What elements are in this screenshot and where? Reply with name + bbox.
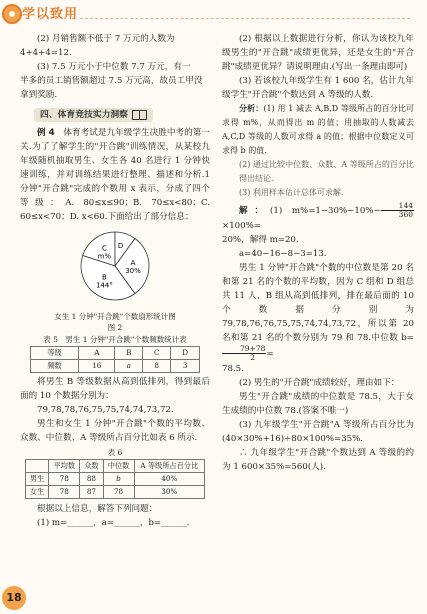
table-header-cell: C	[143, 347, 171, 360]
section-title: 四、体育竞技实力洞察	[40, 110, 128, 120]
fraction	[381, 202, 414, 219]
fraction-denominator: 360	[398, 210, 413, 219]
example-paragraph	[20, 126, 210, 224]
table-cell: 女生	[26, 486, 49, 499]
solution-text: =	[266, 349, 274, 359]
answer-line: (2) 月销售额不低于 7 万元的人数为	[37, 34, 175, 44]
question-3: (3) 若该校九年级学生有 1 600 名，估计九年级学生"开合跳"个数达到 A 等级的人数.	[222, 76, 414, 100]
header-divider	[80, 18, 410, 19]
pie-figure	[20, 226, 210, 311]
solution-text: 男生 1 分钟"开合跳"个数的中位数是第 20 名和第 21 名的个数的平均数，因为 C 组和 D 组总共 11 人，B 组从高到低排列，排在最后面的 10 个数据分别为 79,78,76,76,75,75,74,74,73,72，所以第 20 名和第 21 名的个数分别为 79 和 78.中位数 b=	[222, 263, 414, 343]
table-cell: 16	[79, 360, 115, 373]
solution-line: 男生"开合跳"成绩的中位数是 78.5，大于女生成绩的中位数 78.(答案不唯一)	[222, 392, 414, 416]
pie-chart	[55, 226, 175, 306]
figure-label: 图 2	[107, 323, 123, 332]
question-2: (2) 根据以上数据进行分析，你认为该校九年级男生的"开合跳"成绩更优异，还是女生的"开合跳"成绩更优异？请说明理由.(写出一条理由即可)	[222, 34, 414, 72]
brand-logo-icon	[2, 4, 22, 24]
table-cell: 88	[80, 473, 103, 486]
table-header-cell: B	[115, 347, 143, 360]
data-list: 79,78,78,76,75,75,74,74,73,72.	[37, 405, 174, 415]
solution-line: (3) 九年级学生"开合跳"A 等级所占百分比为(40×30%+16)÷80×100%=35%.	[222, 420, 414, 444]
book-icon	[132, 110, 147, 120]
pie-label-c: C	[101, 244, 107, 253]
table-header-cell	[26, 460, 49, 473]
body-paragraph: 将男生 B 等级数据从高到低排列，得到最后面的 10 个数据分别为：	[20, 377, 210, 401]
table-row	[26, 473, 205, 486]
pie-label-a: A	[130, 259, 136, 267]
solution-line: (2) 男生的"开合跳"成绩较好，理由如下：	[239, 378, 400, 388]
pie-value-c: m%	[97, 252, 112, 261]
solution-line: a=40−16−8−3=13.	[239, 249, 327, 259]
analysis-tag: 分析：	[239, 104, 264, 113]
table-row	[26, 486, 205, 499]
table-header-cell: 众数	[80, 460, 103, 473]
solution-text: ×100%=	[222, 221, 261, 231]
table-header-cell: 平均数	[49, 460, 80, 473]
answer-line: 半多的员工销售额超过 7.5 万元高，故员工甲没	[20, 76, 203, 86]
solution-line: 78.5.	[222, 364, 244, 374]
table5	[30, 346, 200, 373]
table6	[25, 459, 205, 499]
table-cell: b	[103, 473, 134, 486]
table-cell: 3	[171, 360, 200, 373]
table-cell: 8	[143, 360, 171, 373]
table5-caption: 表 5 男生 1 分钟"开合跳"个数频数统计表	[43, 335, 187, 344]
table6-caption: 表 6	[107, 448, 123, 457]
fraction-numerator: 79+78	[222, 345, 266, 354]
table-cell: 频数	[31, 360, 79, 373]
page-header	[0, 0, 427, 30]
right-column	[222, 32, 414, 474]
brand-title: 学以致用	[22, 7, 79, 22]
example-label: 例 4	[37, 128, 55, 138]
table-cell: a	[115, 360, 143, 373]
table-header-cell: A 等级所占百分比	[134, 460, 204, 473]
solution-text: (1) m%=1−30%−10%−	[270, 206, 381, 216]
pie-value-b: 144°	[95, 281, 113, 290]
table-cell: 男生	[26, 473, 49, 486]
table-cell: 78	[49, 473, 80, 486]
section-heading	[34, 108, 153, 122]
figure-caption: 女生 1 分钟"开合跳"个数扇形统计图	[54, 312, 176, 321]
analysis-text: (1) 用 1 减去 A,B,D 等级所占的百分比可求得 m%，从而得出 m 的值；用抽取的人数减去 A,C,D 等级的人数可求得 a 的值；根据中位数定义可求得 b 的值.	[222, 104, 415, 155]
answer-line: 拿到奖励.	[20, 90, 58, 100]
table-cell: 40%	[134, 473, 204, 486]
table-cell: 78	[49, 486, 80, 499]
pie-value-a: 30%	[125, 267, 141, 275]
pie-label-b: B	[102, 273, 107, 282]
table-header-cell: A	[79, 347, 115, 360]
question-1: (1) m=______，a=______，b=______.	[37, 518, 190, 528]
fraction-numerator: 144	[381, 202, 414, 211]
fraction-denominator: 2	[250, 353, 256, 362]
solution-paragraph	[222, 261, 414, 362]
table-row	[31, 360, 200, 373]
solution-line	[222, 202, 414, 233]
table-header-row	[26, 460, 205, 473]
left-column	[20, 32, 210, 530]
pie-label-d: D	[117, 241, 124, 250]
table-header-row	[31, 347, 200, 360]
table-cell: 30%	[134, 486, 204, 499]
analysis-paragraph: (2) 通过比较中位数、众数、A 等级所占的百分比得出结论.	[239, 160, 414, 183]
solution-tag: 解：	[239, 206, 271, 216]
answer-line: 4+4+4=12.	[20, 48, 72, 58]
table-header-cell: 中位数	[103, 460, 134, 473]
fraction	[222, 345, 266, 362]
table-cell: 78	[103, 486, 134, 499]
solution-line: 20%，解得 m=20.	[222, 235, 299, 245]
analysis-paragraph: (3) 利用样本估计总体可求解.	[239, 188, 344, 197]
question-intro: 根据以上信息，解答下列问题：	[37, 504, 158, 514]
analysis-paragraph	[222, 102, 414, 158]
example-text: 体育考试是九年级学生决胜中考的第一关.为了了解学生的"开合跳"训练情况，从某校九年级随机抽取男生、女生各 40 名进行 1 分钟快速训练，并对训练结果进行整理、描述和分析.1 分钟"开合跳"完成的个数用 x 表示，分成了四个等级：A. 80≤x≤90；B. 70≤x<80；C. 60≤x<70；D. x<60.下面给出了部分信息：	[20, 128, 210, 222]
body-paragraph: 男生和女生 1 分钟"开合跳"个数的平均数、众数、中位数、A 等级所占百分比如表 6 所示.	[20, 419, 210, 443]
table-cell: 87	[80, 486, 103, 499]
page-number: 18	[2, 586, 26, 610]
table-header-cell: 等级	[31, 347, 79, 360]
solution-line: ∴ 九年级学生"开合跳"个数达到 A 等级的约为 1 600×35%=560(人).	[222, 448, 414, 472]
table-header-cell: D	[171, 347, 200, 360]
answer-line: (3) 7.5 万元小于中位数 7.7 万元，有一	[37, 62, 191, 72]
